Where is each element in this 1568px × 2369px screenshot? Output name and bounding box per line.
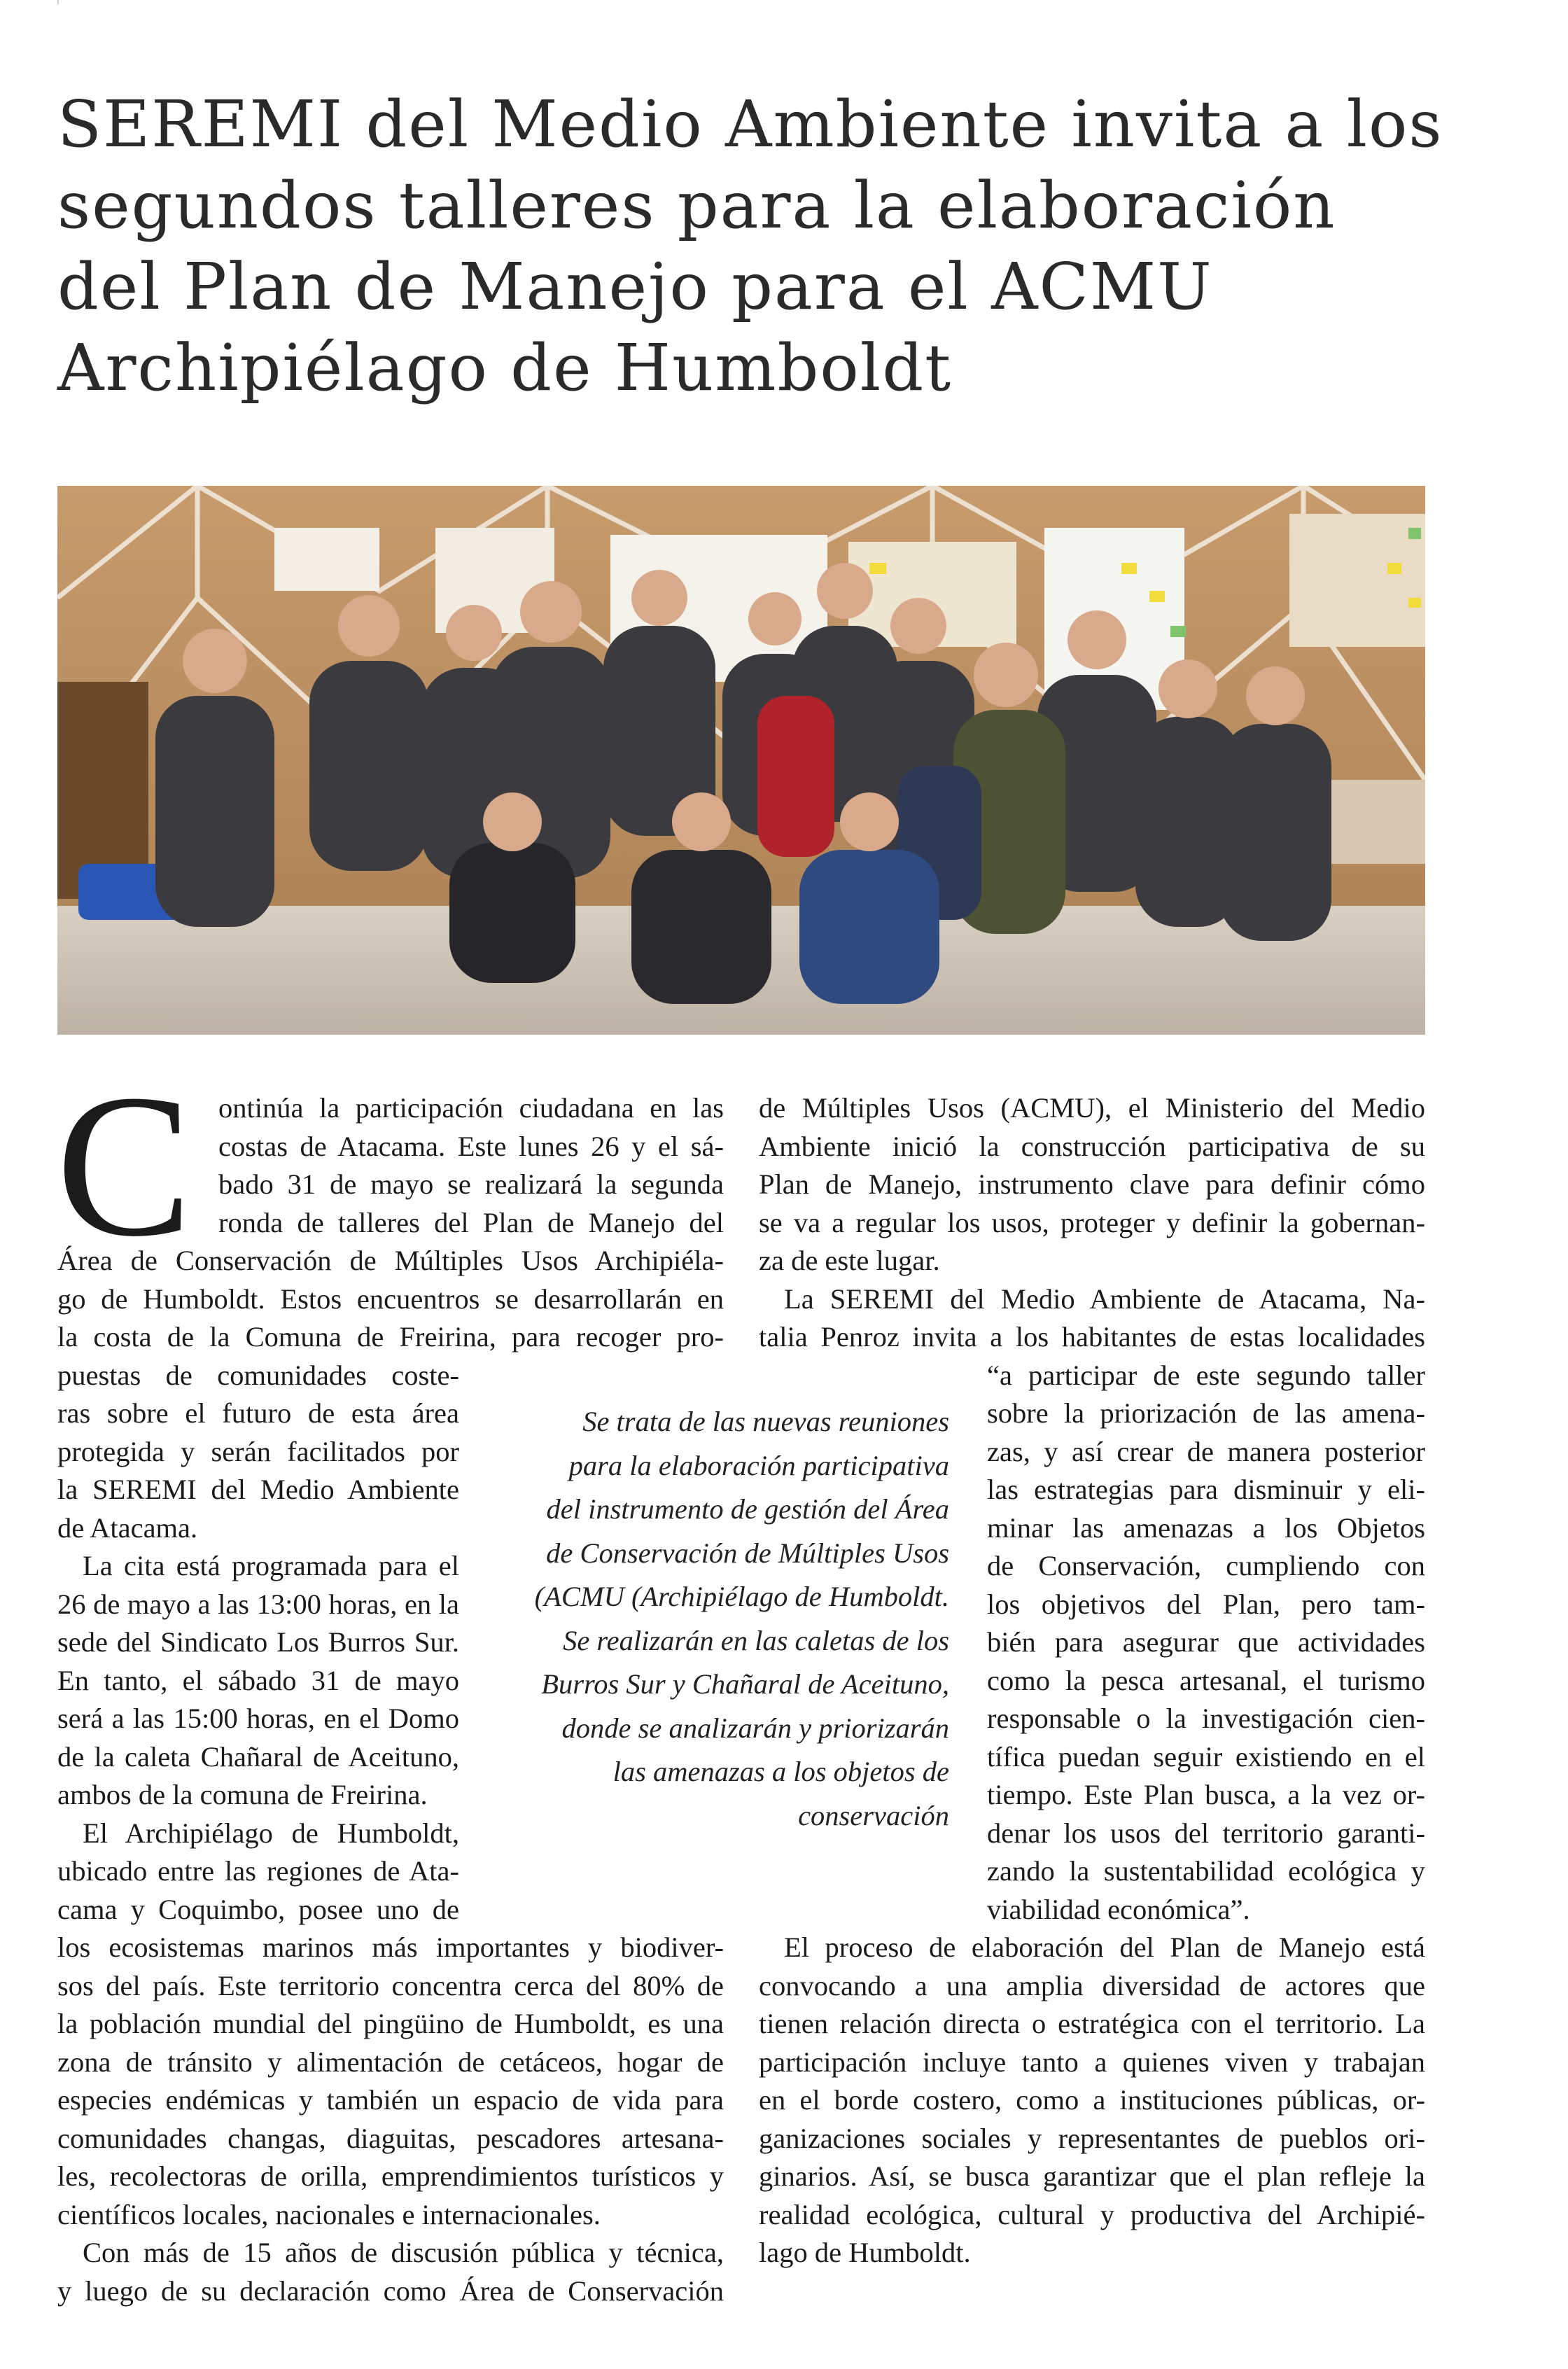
pull-quote-line: Se trata de las nuevas reuniones — [582, 1406, 949, 1437]
text-line: ronda de talleres del Plan de Manejo del — [218, 1206, 724, 1238]
text-line: los ecosistemas marinos más importantes y biodiver- — [57, 1931, 724, 1963]
text-line: responsable o la investigación cien- — [987, 1703, 1425, 1734]
drop-cap: C — [56, 1053, 192, 1279]
group-photo — [57, 486, 1425, 1035]
pull-quote-line: las amenazas a los objetos de — [612, 1756, 949, 1787]
text-line: participación incluye tanto a quienes viven y trabajan — [759, 2046, 1425, 2078]
text-line: zona de tránsito y alimentación de cetáceos, hogar de — [57, 2046, 724, 2078]
text-line: de Múltiples Usos (ACMU), el Ministerio del Medio — [759, 1092, 1425, 1124]
text-line: 26 de mayo a las 13:00 horas, en la — [57, 1588, 459, 1620]
text-line: ginarios. Así, se busca garantizar que el plan refleje la — [759, 2160, 1425, 2192]
text-line: los objetivos del Plan, pero tam- — [987, 1588, 1425, 1620]
text-line: cama y Coquimbo, posee uno de — [57, 1893, 459, 1925]
text-line: se va a regular los usos, proteger y definir la gobernan- — [759, 1206, 1425, 1238]
text-line: las estrategias para disminuir y eli- — [987, 1474, 1425, 1505]
text-line: de Conservación, cumpliendo con — [987, 1550, 1425, 1581]
text-line: sede del Sindicato Los Burros Sur. — [57, 1626, 459, 1658]
text-line: lago de Humboldt. — [759, 2237, 971, 2268]
text-line: bado 31 de mayo se realizará la segunda — [218, 1168, 724, 1200]
text-line: La SEREMI del Medio Ambiente de Atacama, Na- — [784, 1283, 1425, 1315]
pull-quote-line: de Conservación de Múltiples Usos — [546, 1537, 949, 1569]
text-line: En tanto, el sábado 31 de mayo — [57, 1664, 459, 1696]
text-line: puestas de comunidades coste- — [57, 1359, 459, 1391]
headline-line: Archipiélago de Humboldt — [57, 330, 953, 405]
pull-quote-line: Se realizarán en las caletas de los — [563, 1624, 949, 1656]
pull-quote-line: Burros Sur y Chañaral de Aceituno, — [541, 1668, 949, 1700]
text-line: convocando a una amplia diversidad de actores que — [759, 1969, 1425, 2001]
text-line: protegida y serán facilitados por — [57, 1435, 459, 1467]
group-photo-illustration — [57, 486, 1425, 1035]
text-line: ambos de la comuna de Freirina. — [57, 1779, 428, 1810]
article-headline — [57, 84, 1457, 409]
text-line: la costa de la Comuna de Freirina, para recoger pro- — [57, 1321, 724, 1353]
text-line: El proceso de elaboración del Plan de Manejo está — [784, 1931, 1425, 1963]
text-line: de la caleta Chañaral de Aceituno, — [57, 1740, 459, 1773]
pull-quote-line: donde se analizarán y priorizarán — [561, 1712, 949, 1744]
text-line: Con más de 15 años de discusión pública y técnica, — [83, 2237, 724, 2268]
text-line: comunidades changas, diaguitas, pescadores artesana- — [57, 2122, 724, 2154]
text-line: realidad ecológica, cultural y productiva del Archipié- — [759, 2198, 1425, 2230]
text-line: zas, y así crear de manera posterior — [987, 1435, 1425, 1467]
text-line: La cita está programada para el — [83, 1550, 459, 1581]
text-line: les, recolectoras de orilla, emprendimientos turísticos y — [57, 2160, 724, 2192]
text-line: y luego de su declaración como Área de Conservación — [57, 2274, 724, 2307]
text-line: Área de Conservación de Múltiples Usos Archipiéla- — [57, 1245, 724, 1276]
text-line: especies endémicas y también un espacio de vida para — [57, 2084, 724, 2116]
text-line: za de este lugar. — [759, 1245, 940, 1276]
text-line: de Atacama. — [57, 1511, 198, 1544]
headline-line: segundos talleres para la elaboración — [57, 168, 1336, 243]
text-line: ras sobre el futuro de esta área — [57, 1397, 459, 1429]
pull-quote-line: del instrumento de gestión del Área — [546, 1493, 949, 1525]
text-line: ganizaciones sociales y representantes de pueblos ori- — [759, 2122, 1425, 2154]
text-line: tiempo. Este Plan busca, a la vez or- — [987, 1779, 1425, 1810]
headline-line: del Plan de Manejo para el ACMU — [57, 249, 1213, 324]
text-line: Ambiente inició la construcción participativa de su — [759, 1130, 1425, 1162]
text-line: tienen relación directa o estratégica con el territorio. La — [759, 2008, 1425, 2039]
text-line: zando la sustentabilidad ecológica y — [987, 1855, 1425, 1887]
text-line: El Archipiélago de Humboldt, — [83, 1817, 459, 1849]
pull-quote-line: para la elaboración participativa — [568, 1449, 949, 1481]
text-line: Plan de Manejo, instrumento clave para definir cómo — [759, 1168, 1425, 1200]
text-line: la población mundial del pingüino de Humboldt, es una — [57, 2008, 724, 2039]
page-corner-mark — [57, 0, 59, 4]
text-line: sos del país. Este territorio concentra cerca del 80% de — [57, 1969, 724, 2001]
text-line: tífica puedan seguir existiendo en el — [987, 1740, 1425, 1773]
text-line: en el borde costero, como a instituciones públicas, or- — [759, 2084, 1425, 2116]
text-line: científicos locales, nacionales e internacionales. — [57, 2198, 601, 2230]
pull-quote-line: conservación — [798, 1799, 949, 1831]
text-line: como la pesca artesanal, el turismo — [987, 1664, 1425, 1696]
text-line: será a las 15:00 horas, en el Domo — [57, 1703, 459, 1734]
text-line: costas de Atacama. Este lunes 26 y el sá- — [218, 1130, 724, 1162]
text-line: viabilidad económica”. — [987, 1893, 1250, 1925]
pull-quote — [490, 1400, 949, 1838]
text-line: go de Humboldt. Estos encuentros se desarrollarán en — [57, 1283, 724, 1315]
text-line: la SEREMI del Medio Ambiente — [57, 1474, 459, 1505]
text-line: sobre la priorización de las amena- — [987, 1397, 1425, 1429]
text-line: ubicado entre las regiones de Ata- — [57, 1855, 459, 1887]
text-line: minar las amenazas a los Objetos — [987, 1511, 1425, 1544]
text-line: talia Penroz invita a los habitantes de estas localidades — [759, 1321, 1425, 1353]
text-line: ontinúa la participación ciudadana en las — [218, 1092, 724, 1124]
text-line: bién para asegurar que actividades — [987, 1626, 1425, 1658]
text-line: denar los usos del territorio garanti- — [987, 1817, 1425, 1849]
headline-line: SEREMI del Medio Ambiente invita a los — [57, 87, 1443, 162]
text-line: “a participar de este segundo taller — [987, 1359, 1425, 1391]
pull-quote-line: (ACMU (Archipiélago de Humboldt. — [534, 1581, 949, 1612]
